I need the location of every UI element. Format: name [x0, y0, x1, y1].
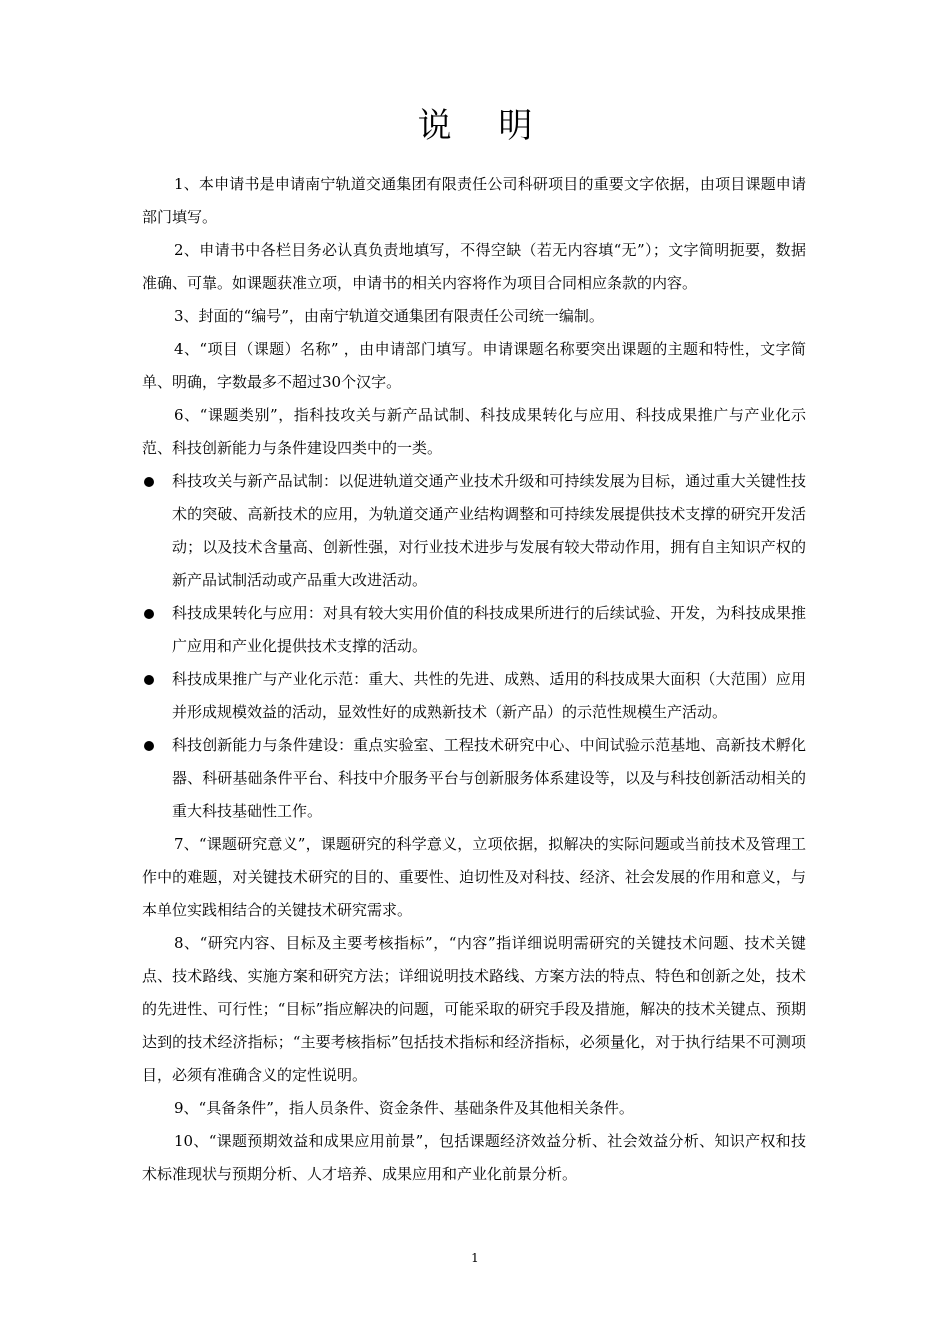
page-number: 1: [471, 1251, 479, 1265]
bullet-dot-icon: [144, 609, 154, 619]
bullet-item-3: [142, 663, 806, 729]
bullet-item-4: [142, 729, 806, 828]
paragraph-10: 10、“课题预期效益和成果应用前景”，包括课题经济效益分析、社会效益分析、知识产权和技术标准现状与预期分析、人才培养、成果应用和产业化前景分析。: [142, 1132, 806, 1183]
bullet-text: 科技攻关与新产品试制：以促进轨道交通产业技术升级和可持续发展为目标，通过重大关键性技术的突破、高新技术的应用，为轨道交通产业结构调整和可持续发展提供技术支撑的研究开发活动；以及技术含量高、创新性强，对行业技术进步与发展有较大带动作用，拥有自主知识产权的新产品试制活动或产品重大改进活动。: [172, 472, 806, 589]
bullet-dot-icon: [144, 477, 154, 487]
page-title: 说 明: [417, 106, 551, 146]
paragraph-7: 7、“课题研究意义”，课题研究的科学意义，立项依据，拟解决的实际问题或当前技术及管理工作中的难题，对关键技术研究的目的、重要性、迫切性及对科技、经济、社会发展的作用和意义，与本单位实践相结合的关键技术研究需求。: [142, 835, 806, 919]
bullet-text: 科技创新能力与条件建设：重点实验室、工程技术研究中心、中间试验示范基地、高新技术孵化器、科研基础条件平台、科技中介服务平台与创新服务体系建设等，以及与科技创新活动相关的重大科技基础性工作。: [172, 736, 806, 820]
paragraph-3: 3、封面的“编号”，由南宁轨道交通集团有限责任公司统一编制。: [174, 307, 604, 325]
paragraph-6: 6、“课题类别”，指科技攻关与新产品试制、科技成果转化与应用、科技成果推广与产业化示范、科技创新能力与条件建设四类中的一类。: [142, 406, 806, 457]
bullet-dot-icon: [144, 741, 154, 751]
bullet-item-2: [142, 597, 806, 663]
bullet-item-1: [142, 465, 806, 597]
bullet-dot-icon: [144, 675, 154, 685]
paragraph-4: 4、“项目（课题）名称” ，由申请部门填写。申请课题名称要突出课题的主题和特性，文字简单、明确，字数最多不超过30个汉字。: [142, 340, 806, 391]
bullet-text: 科技成果推广与产业化示范：重大、共性的先进、成熟、适用的科技成果大面积（大范围）应用并形成规模效益的活动，显效性好的成熟新技术（新产品）的示范性规模生产活动。: [172, 670, 806, 721]
paragraph-2: 2、申请书中各栏目务必认真负责地填写，不得空缺（若无内容填“无”）；文字简明扼要，数据准确、可靠。如课题获准立项，申请书的相关内容将作为项目合同相应条款的内容。: [142, 241, 806, 292]
paragraph-1: 1、本申请书是申请南宁轨道交通集团有限责任公司科研项目的重要文字依据，由项目课题申请部门填写。: [142, 175, 806, 226]
bullet-text: 科技成果转化与应用：对具有较大实用价值的科技成果所进行的后续试验、开发，为科技成果推广应用和产业化提供技术支撑的活动。: [172, 604, 806, 655]
document-body: [142, 168, 806, 1191]
paragraph-8: 8、“研究内容、目标及主要考核指标”，“内容”指详细说明需研究的关键技术问题、技术关键点、技术路线、实施方案和研究方法；详细说明技术路线、方案方法的特点、特色和创新之处，技术的先进性、可行性；“目标”指应解决的问题，可能采取的研究手段及措施，解决的技术关键点、预期达到的技术经济指标；“主要考核指标”包括技术指标和经济指标，必须量化，对于执行结果不可测项目，必须有准确含义的定性说明。: [142, 934, 806, 1084]
paragraph-9: 9、“具备条件”，指人员条件、资金条件、基础条件及其他相关条件。: [174, 1099, 634, 1117]
